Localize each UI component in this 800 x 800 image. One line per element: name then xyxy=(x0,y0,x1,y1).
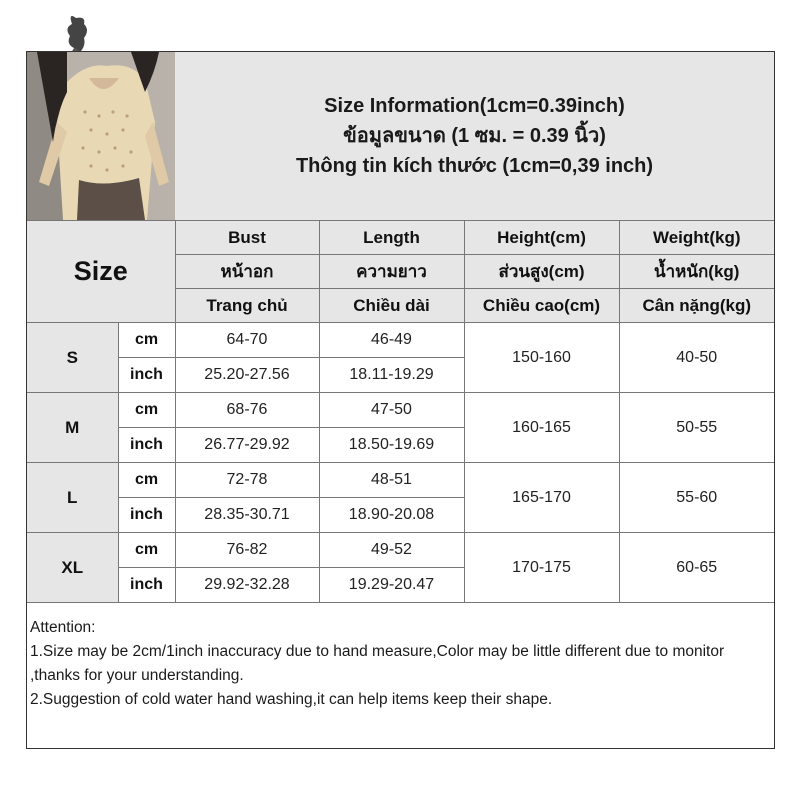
column-header-weight: Weight(kg) xyxy=(619,221,774,255)
bust-cm-cell: 64-70 xyxy=(175,323,319,358)
bust-cm-cell: 68-76 xyxy=(175,393,319,428)
length-inch-cell: 18.90-20.08 xyxy=(319,498,464,533)
attention-note-2: 2.Suggestion of cold water hand washing,it can help items keep their shape. xyxy=(30,691,553,708)
size-information-title xyxy=(175,52,774,221)
product-photo xyxy=(27,52,176,221)
height-cell: 150-160 xyxy=(464,323,619,393)
unit-cell: inch xyxy=(118,568,175,603)
table-row xyxy=(27,533,774,568)
length-cm-cell: 46-49 xyxy=(319,323,464,358)
unit-cell: inch xyxy=(118,358,175,393)
attention-note-1: 1.Size may be 2cm/1inch inaccuracy due to hand measure,Color may be little different due to monitor ,thanks for your understanding. xyxy=(30,643,725,684)
column-header-bust-thai: หน้าอก xyxy=(175,255,319,289)
unit-cell: cm xyxy=(118,323,175,358)
length-inch-cell: 18.50-19.69 xyxy=(319,428,464,463)
unit-cell: cm xyxy=(118,533,175,568)
bust-cm-cell: 72-78 xyxy=(175,463,319,498)
height-cell: 170-175 xyxy=(464,533,619,603)
column-header-bust: Bust xyxy=(175,221,319,255)
bust-cm-cell: 76-82 xyxy=(175,533,319,568)
column-header-weight-vi: Cân nặng(kg) xyxy=(619,289,774,323)
size-cell: S xyxy=(27,323,118,393)
length-cm-cell: 48-51 xyxy=(319,463,464,498)
title-vietnamese: Thông tin kích thước (1cm=0,39 inch) xyxy=(295,155,654,177)
height-cell: 165-170 xyxy=(464,463,619,533)
attention-notes xyxy=(30,616,768,712)
size-cell: XL xyxy=(27,533,118,603)
size-header: Size xyxy=(27,221,175,323)
unit-cell: inch xyxy=(118,498,175,533)
weight-cell: 40-50 xyxy=(619,323,774,393)
column-header-height-vi: Chiều cao(cm) xyxy=(464,289,619,323)
length-cm-cell: 49-52 xyxy=(319,533,464,568)
title-thai: ข้อมูลขนาด (1 ซม. = 0.39 นิ้ว) xyxy=(343,125,606,147)
column-header-height: Height(cm) xyxy=(464,221,619,255)
unit-cell: inch xyxy=(118,428,175,463)
unit-cell: cm xyxy=(118,393,175,428)
column-header-weight-thai: น้ำหนัก(kg) xyxy=(619,255,774,289)
size-table xyxy=(27,220,774,603)
weight-cell: 55-60 xyxy=(619,463,774,533)
column-header-length-thai: ความยาว xyxy=(319,255,464,289)
bust-inch-cell: 29.92-32.28 xyxy=(175,568,319,603)
title-english: Size Information(1cm=0.39inch) xyxy=(324,95,625,117)
weight-cell: 50-55 xyxy=(619,393,774,463)
column-header-length-vi: Chiều dài xyxy=(319,289,464,323)
height-cell: 160-165 xyxy=(464,393,619,463)
bust-inch-cell: 26.77-29.92 xyxy=(175,428,319,463)
size-cell: L xyxy=(27,463,118,533)
product-photo-image xyxy=(27,52,175,220)
column-header-length: Length xyxy=(319,221,464,255)
column-header-bust-vi: Trang chủ xyxy=(175,289,319,323)
unit-cell: cm xyxy=(118,463,175,498)
length-cm-cell: 47-50 xyxy=(319,393,464,428)
table-row xyxy=(27,463,774,498)
header-row-english xyxy=(27,221,774,255)
table-row xyxy=(27,393,774,428)
weight-cell: 60-65 xyxy=(619,533,774,603)
attention-heading: Attention: xyxy=(30,619,96,636)
table-row xyxy=(27,323,774,358)
length-inch-cell: 19.29-20.47 xyxy=(319,568,464,603)
bust-inch-cell: 28.35-30.71 xyxy=(175,498,319,533)
bust-inch-cell: 25.20-27.56 xyxy=(175,358,319,393)
length-inch-cell: 18.11-19.29 xyxy=(319,358,464,393)
column-header-height-thai: ส่วนสูง(cm) xyxy=(464,255,619,289)
size-chart xyxy=(26,51,775,749)
size-cell: M xyxy=(27,393,118,463)
